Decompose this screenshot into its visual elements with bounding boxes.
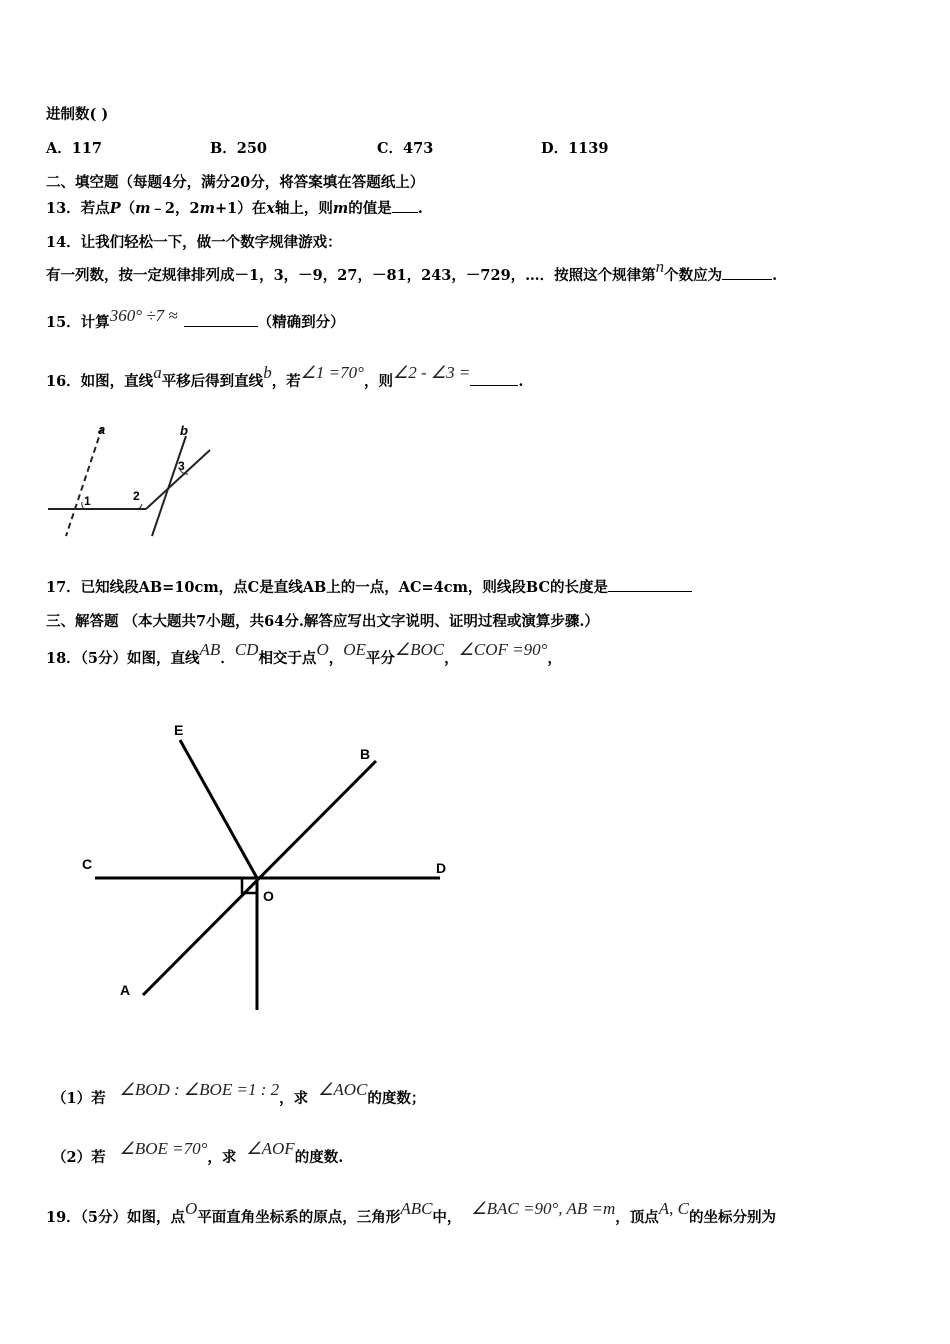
- figure-16: [40, 418, 230, 548]
- label-b: B: [360, 746, 371, 762]
- section2-title: 二、填空题（每题4分，满分20分，将答案填在答题纸上）: [46, 174, 425, 191]
- figure-18: [70, 715, 470, 1020]
- right-angle-mark: [242, 878, 257, 893]
- option-a: A．117: [46, 140, 103, 157]
- question-19: 19．（5分）如图，点O平面直角坐标系的原点，三角形ABC中， ∠BAC =90°, AB =m，顶点A, C的坐标分别为: [46, 1199, 776, 1226]
- option-c: C．473: [377, 140, 434, 157]
- line-b: [152, 436, 186, 536]
- question-18-part-1: （1）若 ∠BOD : ∠BOE =1 : 2，求 ∠AOC的度数；: [52, 1080, 426, 1107]
- option-d: D．1139: [541, 140, 609, 157]
- question-17: 17．已知线段AB=10cm，点C是直线AB上的一点，AC=4cm，则线段BC的长度是: [46, 576, 692, 597]
- label-a: a: [98, 422, 106, 437]
- label-o: O: [263, 888, 274, 904]
- ray-oe: [180, 740, 257, 878]
- label-b: b: [180, 423, 188, 438]
- label-c: C: [82, 856, 93, 872]
- continued-question-text: 进制数( ): [46, 106, 109, 123]
- angle-3-label: 3: [178, 459, 185, 473]
- angle-1-label: 1: [84, 494, 91, 508]
- label-d: D: [436, 860, 447, 876]
- label-e: E: [174, 722, 184, 738]
- section3-title: 三、解答题 （本大题共7小题，共64分.解答应写出文字说明、证明过程或演算步骤.）: [46, 613, 599, 630]
- answer-blank[interactable]: [722, 267, 772, 280]
- question-16: 16．如图，直线a平移后得到直线b，若∠1 =70°，则∠2 - ∠3 = .: [46, 363, 524, 390]
- question-18: 18．（5分）如图，直线AB．CD相交于点O，OE平分∠BOC，∠COF =90°，: [46, 640, 562, 667]
- answer-blank[interactable]: [608, 579, 692, 592]
- question-18-part-2: （2）若 ∠BOE =70°，求 ∠AOF的度数.: [52, 1139, 344, 1166]
- question-13: 13．若点P（m﹣2，2m+1）在x轴上，则m的值是 .: [46, 200, 423, 217]
- label-a: A: [120, 982, 131, 998]
- question-14: 有一列数，按一定规律排列成－1，3，－9，27，－81，243，－729，…．按照这个规律第n个数应为 .: [46, 257, 778, 284]
- angle-2-label: 2: [133, 489, 140, 503]
- question-14-intro: 14．让我们轻松一下，做一个数字规律游戏：: [46, 234, 342, 251]
- option-b: B．250: [210, 140, 268, 157]
- line-a: [66, 428, 102, 536]
- answer-blank[interactable]: [392, 200, 418, 213]
- question-15: 15．计算360° ÷7 ≈ （精确到分）: [46, 306, 345, 331]
- answer-blank[interactable]: [184, 314, 258, 327]
- answer-blank[interactable]: [470, 373, 518, 386]
